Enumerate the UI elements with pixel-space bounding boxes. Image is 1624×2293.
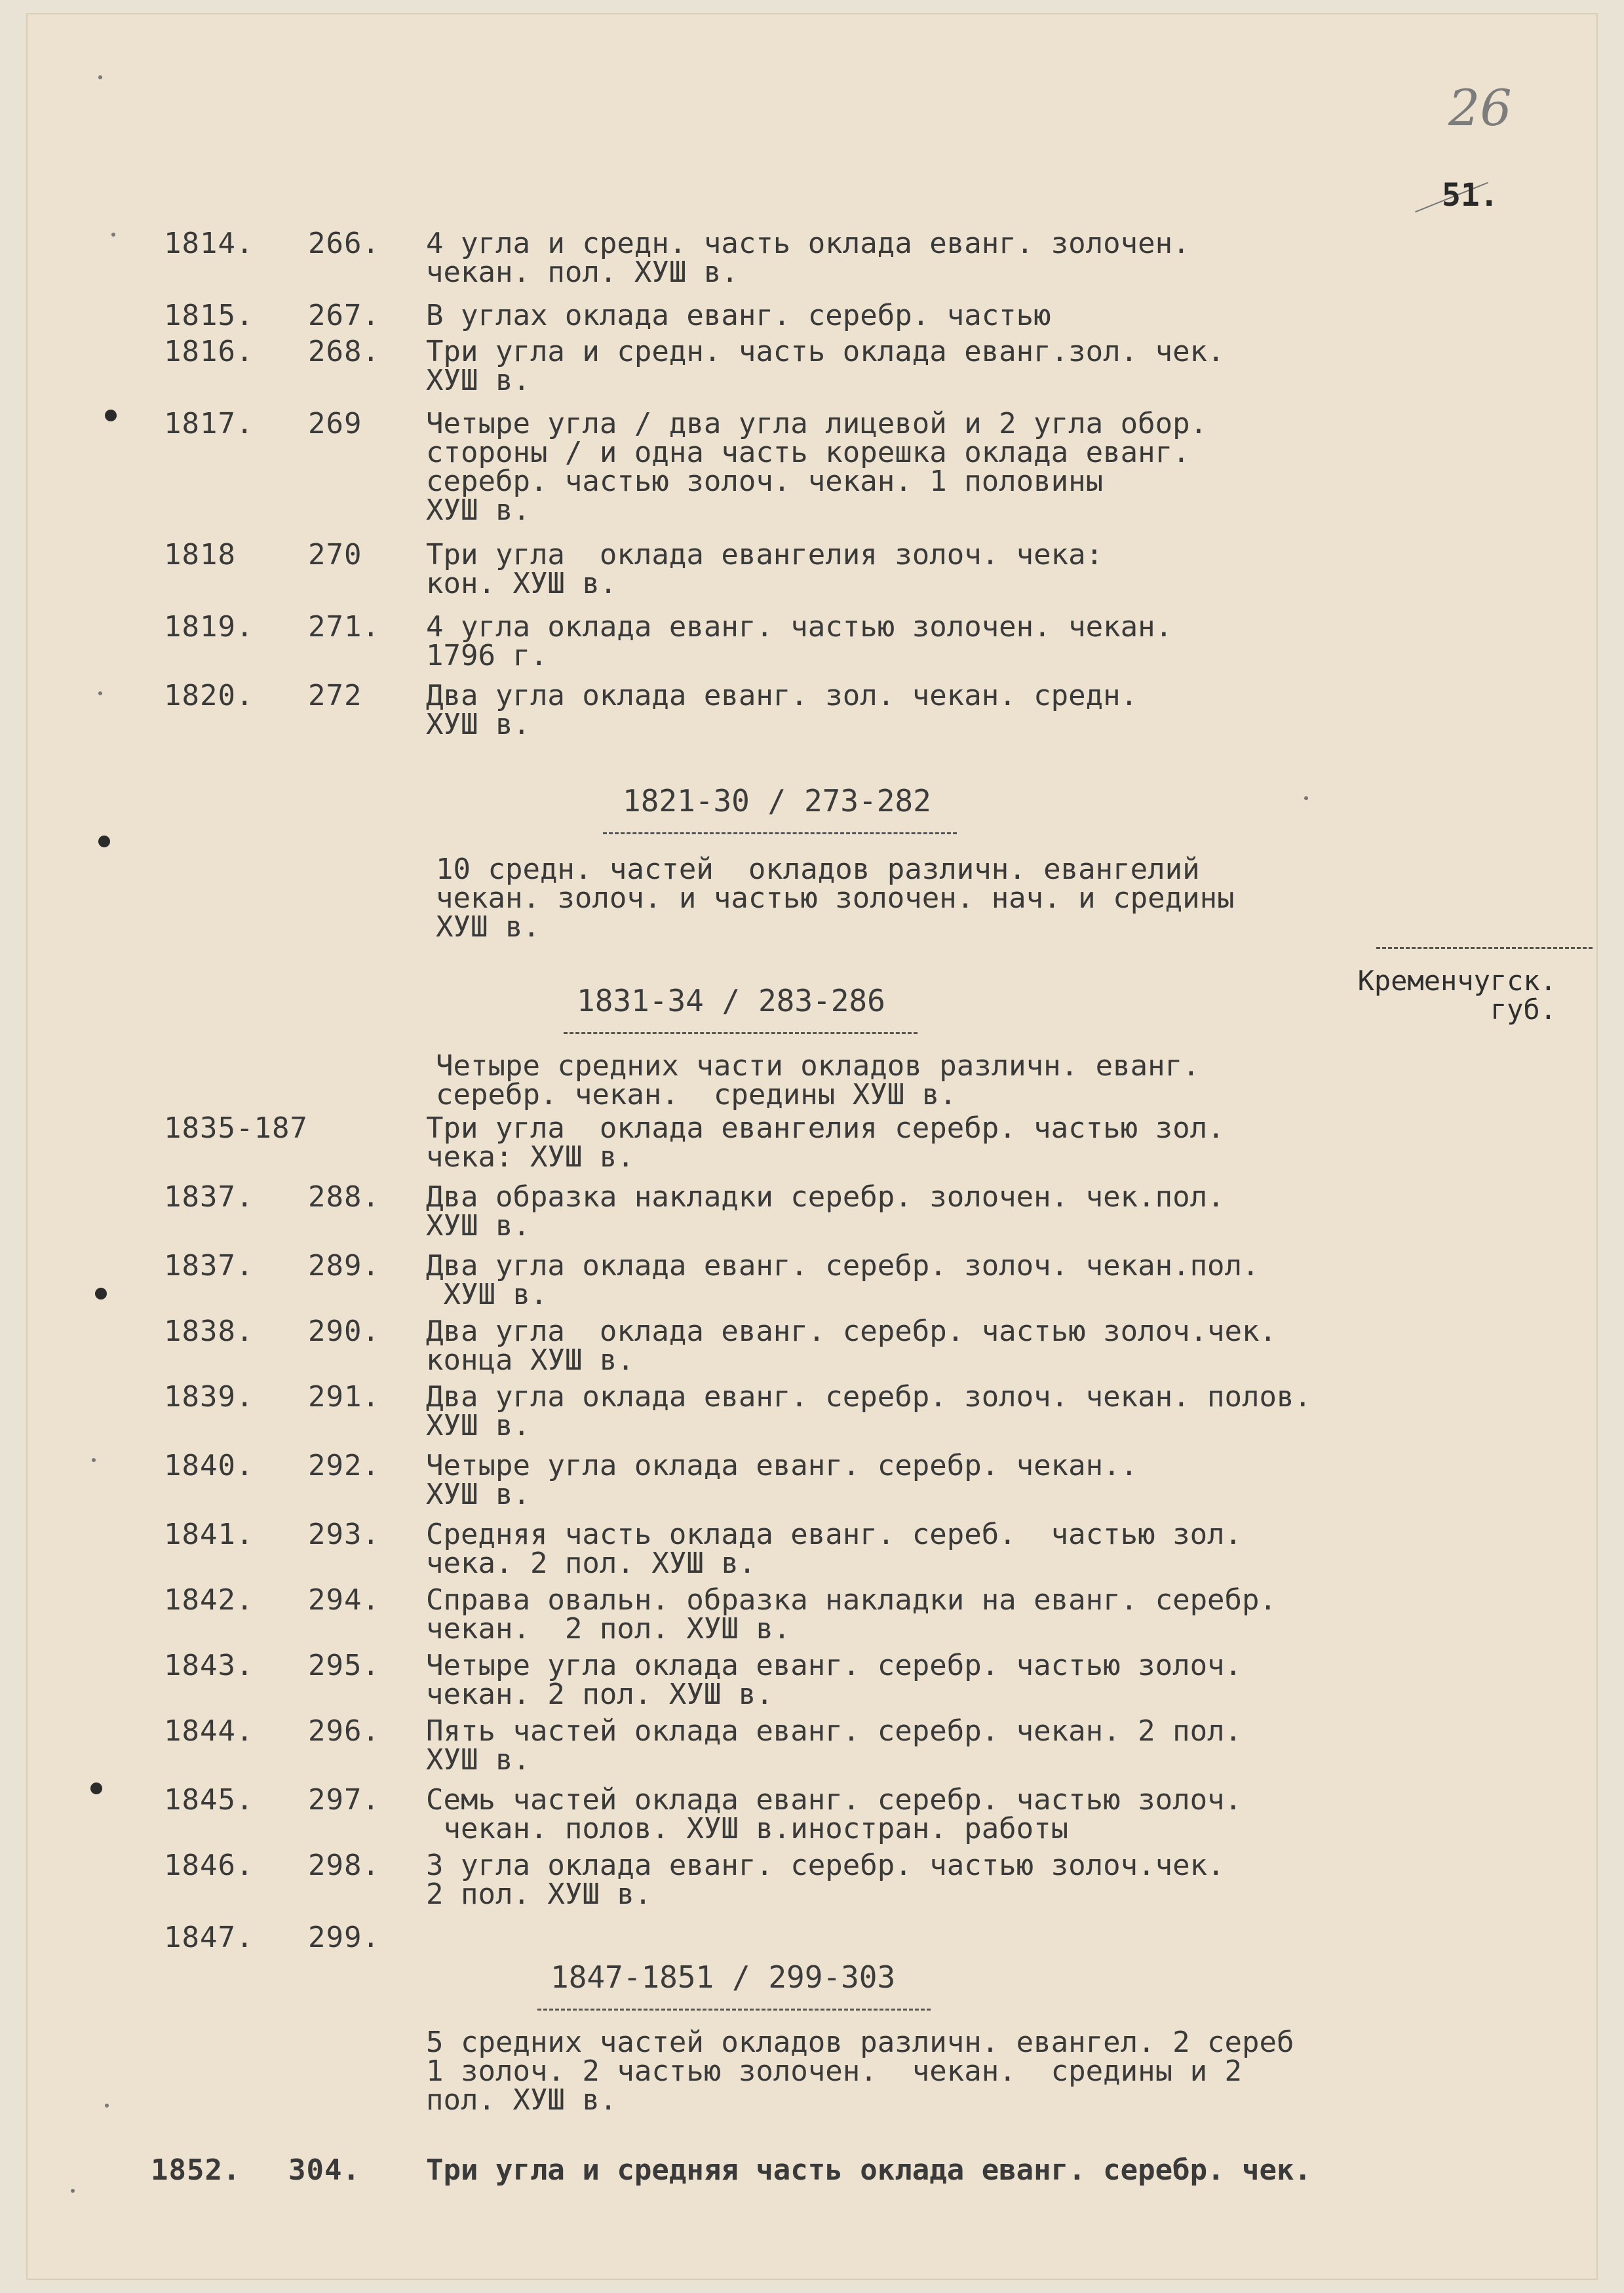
entry-text: Два угла оклада еванг. серебр. золоч. чекан. полов. ХУШ в. [426, 1380, 1312, 1442]
group-text: Четыре средних части окладов различн. еванг. серебр. чекан. средины ХУШ в. [436, 1049, 1200, 1111]
group-underline [537, 2009, 931, 2011]
entry-number: 1840. [164, 1449, 254, 1482]
entry-number: 1843. [164, 1649, 254, 1682]
group-heading: 1821-30 / 273-282 [623, 783, 931, 819]
entry-number: 1842. [164, 1583, 254, 1617]
entry-subnumber: 289. [308, 1249, 380, 1282]
entry-subnumber: 290. [308, 1315, 380, 1348]
group-text: 5 средних частей окладов различн. евангел. 2 сереб 1 золоч. 2 частью золочен. чекан. средины и 2 пол. ХУШ в. [426, 2026, 1294, 2117]
entry-text: 4 угла и средн. часть оклада еванг. золочен. чекан. пол. ХУШ в. [426, 227, 1190, 289]
speck [92, 1458, 96, 1462]
speck [71, 2189, 75, 2193]
entry-number: 1847. [164, 1921, 254, 1954]
entry-text: Четыре угла оклада еванг. серебр. частью золоч. чекан. 2 пол. ХУШ в. [426, 1649, 1243, 1711]
entry-text: 4 угла оклада еванг. частью золочен. чекан. 1796 г. [426, 610, 1173, 672]
entry-number: 1845. [164, 1783, 254, 1817]
group-text: 10 средн. частей окладов различн. евангелий чекан. золоч. и частью золочен. нач. и средины ХУШ в. [436, 853, 1235, 944]
entry-text: Три угла и средн. часть оклада еванг.зол. чек. ХУШ в. [426, 335, 1225, 397]
entry-number: 1820. [164, 679, 254, 712]
entry-text: Четыре угла оклада еванг. серебр. чекан.. ХУШ в. [426, 1449, 1138, 1511]
speck [111, 233, 115, 237]
entry-subnumber: 272 [308, 679, 362, 712]
group-heading: 1831-34 / 283-286 [577, 983, 885, 1018]
entry-text: 3 угла оклада еванг. серебр. частью золоч.чек. 2 пол. ХУШ в. [426, 1849, 1225, 1911]
entry-number: 1815. [164, 299, 254, 332]
entry-number: 1818 [164, 538, 236, 571]
entry-subnumber: 304. [288, 2153, 360, 2187]
entry-subnumber: 292. [308, 1449, 380, 1482]
entry-subnumber: 271. [308, 610, 380, 644]
speck [98, 75, 102, 79]
entry-text: Пять частей оклада еванг. серебр. чекан. 2 пол. ХУШ в. [426, 1714, 1243, 1777]
speck [105, 2104, 109, 2108]
entry-number: 1837. [164, 1249, 254, 1282]
group-heading: 1847-1851 / 299-303 [551, 1959, 896, 1995]
entry-subnumber: 296. [308, 1714, 380, 1748]
entry-subnumber: 295. [308, 1649, 380, 1682]
entry-number: 1841. [164, 1518, 254, 1551]
entry-number: 1837. [164, 1180, 254, 1214]
entry-number: 1838. [164, 1315, 254, 1348]
entry-number: 1839. [164, 1380, 254, 1414]
entry-subnumber: 266. [308, 227, 380, 260]
archive-number: 26 [1448, 79, 1512, 137]
punch-hole [95, 1288, 107, 1300]
entry-text: Два угла оклада еванг. зол. чекан. средн. ХУШ в. [426, 679, 1138, 741]
entry-number: 1844. [164, 1714, 254, 1748]
entry-subnumber: 293. [308, 1518, 380, 1551]
entry-number: 1817. [164, 407, 254, 440]
entry-number: 1835-187 [164, 1111, 308, 1145]
entry-subnumber: 298. [308, 1849, 380, 1882]
entry-number: 1814. [164, 227, 254, 260]
entry-number: 1816. [164, 335, 254, 368]
entry-subnumber: 299. [308, 1921, 380, 1954]
entry-number: 1852. [151, 2153, 241, 2187]
entry-number: 1819. [164, 610, 254, 644]
entry-text: Два угла оклада еванг. серебр. частью золоч.чек. конца ХУШ в. [426, 1315, 1277, 1377]
entry-subnumber: 291. [308, 1380, 380, 1414]
entry-subnumber: 267. [308, 299, 380, 332]
entry-subnumber: 288. [308, 1180, 380, 1214]
speck [98, 691, 102, 695]
entry-subnumber: 294. [308, 1583, 380, 1617]
entry-text: Три угла и средняя часть оклада еванг. серебр. чек. [426, 2153, 1312, 2187]
entry-text: Четыре угла / два угла лицевой и 2 угла обор. стороны / и одна часть корешка оклада еванг. серебр. частью золоч. чекан. 1 половины ХУШ в. [426, 407, 1208, 527]
entry-subnumber: 269 [308, 407, 362, 440]
entry-text: Два образка накладки серебр. золочен. чек.пол. ХУШ в. [426, 1180, 1225, 1243]
page-number: 51. [1442, 177, 1499, 214]
entry-number: 1846. [164, 1849, 254, 1882]
group-underline [603, 832, 957, 834]
entry-text: Три угла оклада евангелия серебр. частью зол. чека: ХУШ в. [426, 1111, 1225, 1174]
punch-hole [98, 836, 110, 847]
margin-note: Кременчугск. губ. [1357, 965, 1556, 1026]
speck [1304, 796, 1308, 800]
punch-hole [105, 410, 117, 421]
entry-subnumber: 268. [308, 335, 380, 368]
entry-text: Три угла оклада евангелия золоч. чека: кон. ХУШ в. [426, 538, 1104, 600]
entry-text: Семь частей оклада еванг. серебр. частью золоч. чекан. полов. ХУШ в.иностран. работы [426, 1783, 1243, 1845]
entry-text: Два угла оклада еванг. серебр. золоч. чекан.пол. ХУШ в. [426, 1249, 1260, 1311]
punch-hole [90, 1782, 102, 1794]
group-underline [564, 1032, 918, 1034]
entry-subnumber: 297. [308, 1783, 380, 1817]
entry-subnumber: 270 [308, 538, 362, 571]
entry-text: В углах оклада еванг. серебр. частью [426, 299, 1051, 332]
entry-text: Справа овальн. образка накладки на еванг. серебр. чекан. 2 пол. ХУШ в. [426, 1583, 1277, 1646]
margin-divider [1376, 947, 1593, 949]
entry-text: Средняя часть оклада еванг. сереб. частью зол. чека. 2 пол. ХУШ в. [426, 1518, 1243, 1580]
